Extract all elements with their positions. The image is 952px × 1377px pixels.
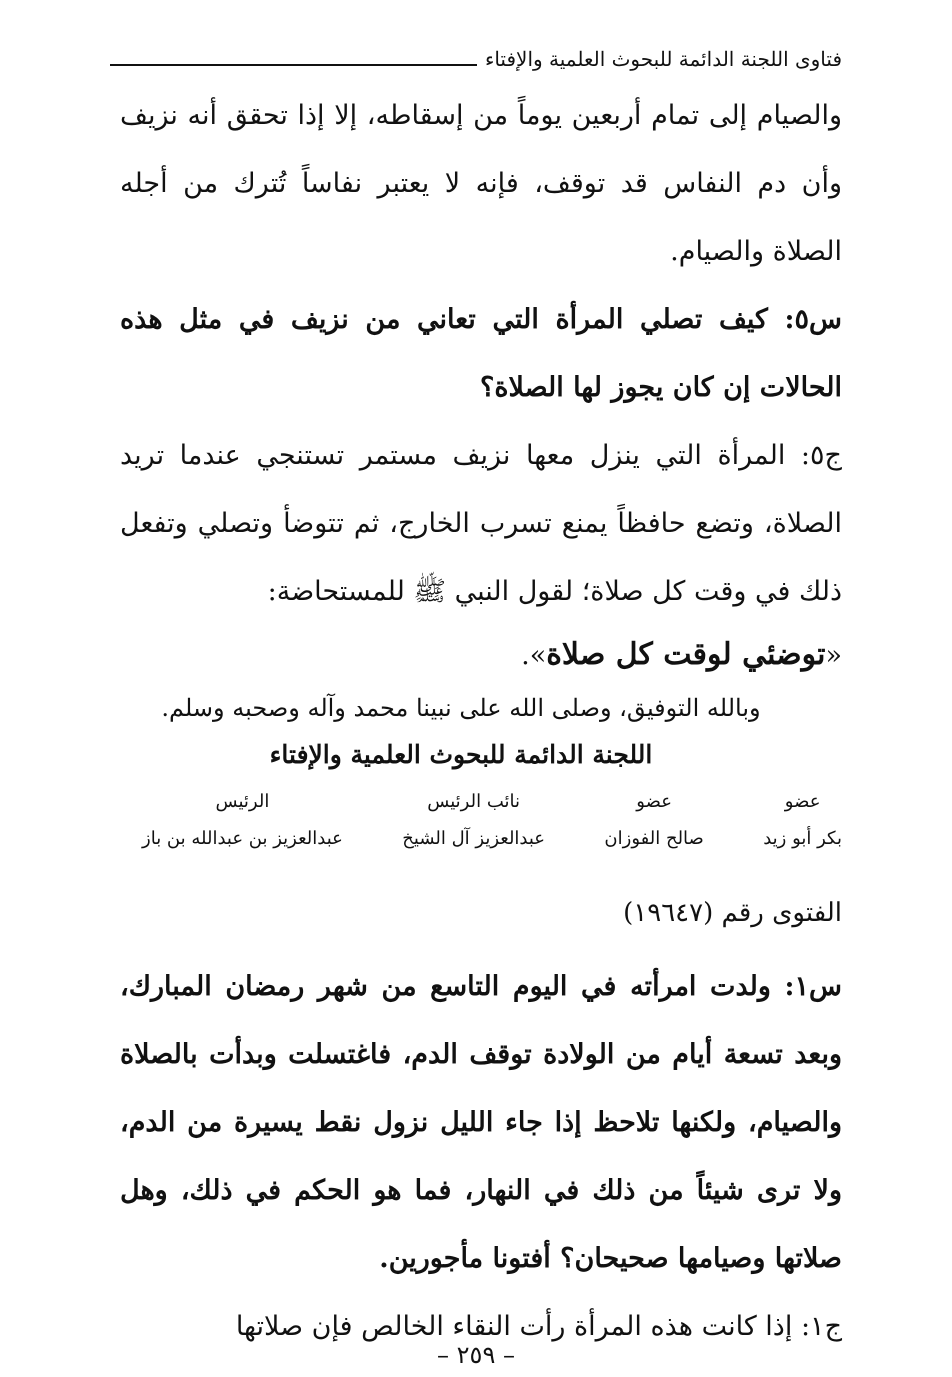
signature-name: عبدالعزيز آل الشيخ [402,828,546,849]
hadith-quote: توضئي لوقت كل صلاة [546,637,826,672]
signature-name: صالح الفوزان [604,828,704,849]
answer-1-text: إذا كانت هذه المرأة رأت النقاء الخالص فإن صلاتها [235,1311,793,1342]
question-1-text: ولدت امرأته في اليوم التاسع من شهر رمضان المبارك، وبعد تسعة أيام من الولادة توقف الدم، فاغتسلت وبدأت بالصلاة والصيام، ولكنها تلاحظ إذا جاء الليل نزول نقط يسيرة من الدم، ولا ترى شيئاً من ذلك في النهار، فما هو الحكم في ذلك، وهل صلاتها وصيامها صحيحان؟ أفتونا مأجورين. [120,971,842,1274]
signature-role: الرئيس [215,791,270,812]
page-content [120,82,842,1361]
closing-formula: وبالله التوفيق، وصلى الله على نبينا محمد وآله وصحبه وسلم. [161,694,761,722]
page-number: – ٢٥٩ – [437,1341,515,1369]
committee-title: اللجنة الدائمة للبحوث العلمية والإفتاء [269,740,653,769]
quote-close-mark: ». [521,640,547,671]
running-header [110,34,842,74]
answer-1-label: ج١: [800,1311,842,1342]
question-1 [120,953,842,1293]
signature-vice-president [402,783,545,857]
signature-role: عضو [784,791,821,812]
fatwa-number: الفتوى رقم (١٩٦٤٧) [623,898,842,928]
quote-open-mark: « [825,640,842,671]
signature-name: عبدالعزيز بن عبدالله بن باز [142,828,343,849]
signature-member-1 [763,783,842,857]
signature-name: بكر أبو زيد [763,828,842,849]
running-title: فتاوى اللجنة الدائمة للبحوث العلمية والإفتاء [484,47,842,71]
header-rule [110,64,477,66]
signature-member-2 [604,783,703,857]
question-5-label: س٥: [784,304,842,335]
hadith-quote-line [120,626,842,685]
answer-5 [120,422,842,626]
paragraph-continuation: والصيام إلى تمام أربعين يوماً من إسقاطه، إلا إذا تحقق أنه نزيف وأن دم النفاس قد توقف، فإنه لا يعتبر نفاساً تُترك من أجله الصلاة والصيام. [120,100,842,267]
answer-5-label: ج٥: [800,440,842,471]
spacer [120,943,842,953]
signature-role: نائب الرئيس [427,791,521,812]
signature-role: عضو [636,791,672,812]
question-5-text: كيف تصلي المرأة التي تعاني من نزيف في مثل هذه الحالات إن كان يجوز لها الصلاة؟ [120,304,842,403]
signature-president [142,783,343,857]
question-5 [120,286,842,422]
signature-block [142,783,842,857]
answer-5-text: المرأة التي ينزل معها نزيف مستمر تستنجي عندما تريد الصلاة، وتضع حافظاً يمنع تسرب الخارج، ثم تتوضأ وتصلي وتفعل ذلك في وقت كل صلاة؛ لقول النبي ﷺ للمستحاضة: [120,440,842,607]
question-1-label: س١: [784,971,842,1002]
